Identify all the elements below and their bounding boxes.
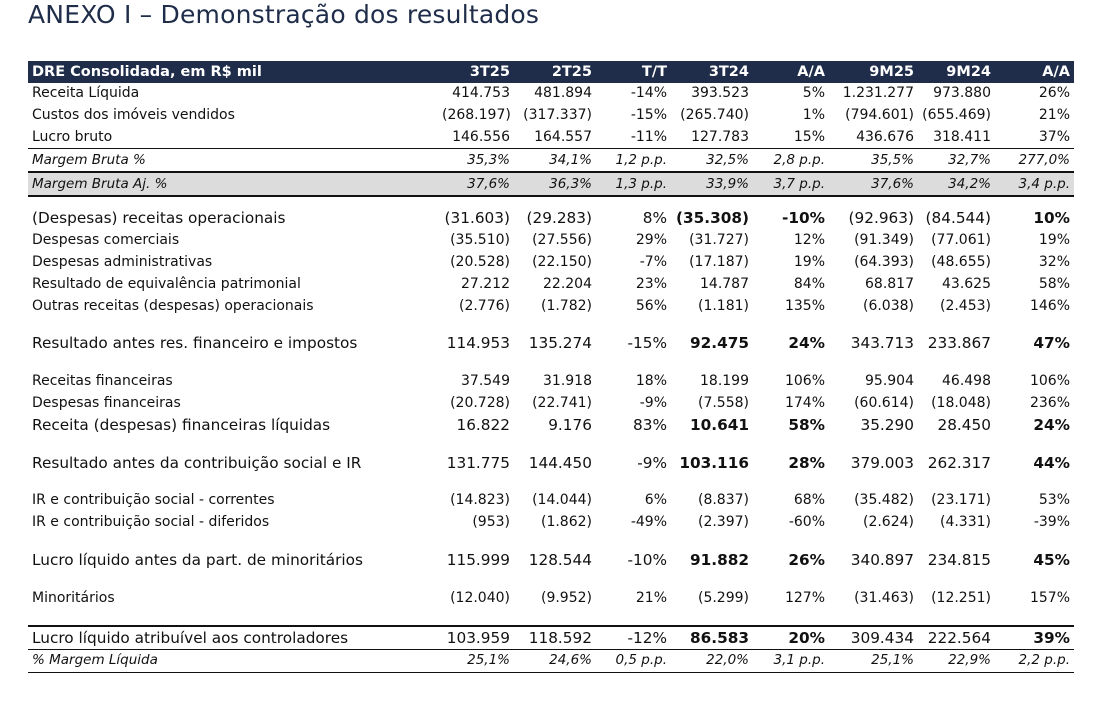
- table-cell: (12.251): [931, 589, 991, 606]
- table-cell: 146.556: [438, 127, 514, 149]
- table-cell: 92.475: [689, 334, 749, 353]
- table-cell: 20%: [753, 626, 829, 649]
- table-cell: 39%: [995, 626, 1074, 649]
- table-cell: (268.197): [442, 107, 511, 124]
- table-cell: 83%: [633, 415, 667, 434]
- table-cell: 103.959: [438, 626, 514, 649]
- table-cell: 26%: [788, 550, 825, 569]
- table-cell: (2.397): [697, 514, 749, 531]
- row-label: IR e contribuição social - diferidos: [32, 514, 270, 531]
- table-cell: 135.274: [528, 334, 592, 353]
- table-cell: 128.544: [528, 550, 592, 569]
- table-cell: (265.740): [680, 107, 749, 124]
- spacer-row: [28, 317, 1074, 333]
- spacer-row: [28, 436, 1074, 452]
- column-header: 9M24: [918, 61, 995, 83]
- table-row: [28, 414, 1074, 436]
- table-row: [28, 172, 1074, 196]
- table-cell: 22,9%: [918, 649, 995, 672]
- table-cell: 127.783: [671, 127, 753, 149]
- row-label: Receita Líquida: [32, 85, 140, 102]
- table-cell: 32%: [1038, 253, 1070, 270]
- table-cell: (14.044): [532, 492, 592, 509]
- table-cell: 22,0%: [671, 649, 753, 672]
- spacer-row: [28, 474, 1074, 490]
- table-cell: (6.038): [862, 297, 914, 314]
- table-cell: 18%: [635, 373, 667, 390]
- table-row: [28, 550, 1074, 572]
- row-label: Custos dos imóveis vendidos: [32, 107, 235, 124]
- table-row: [28, 127, 1074, 149]
- table-cell: (655.469): [922, 107, 991, 124]
- table-row: [28, 393, 1074, 415]
- table-cell: 318.411: [918, 127, 995, 149]
- table-row: [28, 295, 1074, 317]
- table-row: [28, 587, 1074, 609]
- table-cell: (8.837): [697, 492, 749, 509]
- table-cell: (794.601): [845, 107, 914, 124]
- table-cell: 1.231.277: [842, 85, 914, 102]
- income-statement-table: [28, 61, 1074, 673]
- table-cell: -12%: [596, 626, 671, 649]
- table-cell: 16.822: [456, 415, 510, 434]
- table-cell: 131.775: [446, 453, 510, 472]
- table-cell: (20.728): [450, 394, 510, 411]
- spacer-row: [28, 355, 1074, 371]
- table-cell: 21%: [635, 589, 667, 606]
- table-cell: 14.787: [700, 275, 749, 292]
- table-cell: 34,2%: [918, 172, 995, 196]
- column-header: 3T24: [671, 61, 753, 83]
- table-cell: 18.199: [700, 373, 749, 390]
- table-cell: 10.641: [689, 415, 749, 434]
- table-cell: 144.450: [528, 453, 592, 472]
- table-cell: (4.331): [939, 514, 991, 531]
- table-header-row: [28, 61, 1074, 83]
- row-label: Lucro bruto: [28, 127, 438, 149]
- table-cell: 33,9%: [671, 172, 753, 196]
- table-cell: 53%: [1038, 492, 1070, 509]
- table-row: [28, 371, 1074, 393]
- table-cell: 436.676: [829, 127, 918, 149]
- row-label: Receitas financeiras: [32, 373, 173, 390]
- table-cell: 103.116: [679, 453, 749, 472]
- table-cell: 6%: [644, 492, 667, 509]
- table-cell: 262.317: [927, 453, 991, 472]
- row-label: Resultado antes res. financeiro e impostos: [32, 334, 358, 353]
- row-label: (Despesas) receitas operacionais: [32, 209, 286, 228]
- table-cell: 340.897: [850, 550, 914, 569]
- table-cell: 118.592: [514, 626, 596, 649]
- row-label: Outras receitas (despesas) operacionais: [32, 297, 314, 314]
- table-cell: 56%: [635, 297, 667, 314]
- table-cell: 37%: [995, 127, 1074, 149]
- table-cell: 0,5 p.p.: [596, 649, 671, 672]
- table-cell: (1.181): [697, 297, 749, 314]
- table-cell: 2,8 p.p.: [753, 149, 829, 172]
- table-cell: (29.283): [526, 209, 592, 228]
- row-label: Margem Bruta %: [28, 149, 438, 172]
- table-cell: -49%: [630, 514, 667, 531]
- row-label: % Margem Líquida: [28, 649, 438, 672]
- table-cell: (9.952): [540, 589, 592, 606]
- table-cell: 379.003: [850, 453, 914, 472]
- table-cell: (35.510): [450, 232, 510, 249]
- table-cell: (23.171): [931, 492, 991, 509]
- table-cell: 233.867: [927, 334, 991, 353]
- table-cell: (317.337): [523, 107, 592, 124]
- table-cell: 157%: [1029, 589, 1070, 606]
- row-label: Margem Bruta Aj. %: [28, 172, 438, 196]
- table-cell: (1.862): [540, 514, 592, 531]
- table-cell: 46.498: [942, 373, 991, 390]
- table-cell: -11%: [596, 127, 671, 149]
- table-cell: 8%: [642, 209, 667, 228]
- table-cell: 34,1%: [514, 149, 596, 172]
- table-row: [28, 490, 1074, 512]
- spacer-row: [28, 534, 1074, 550]
- table-cell: (31.463): [854, 589, 914, 606]
- table-cell: 47%: [1033, 334, 1070, 353]
- table-cell: 37,6%: [829, 172, 918, 196]
- row-label: Despesas administrativas: [32, 253, 213, 270]
- table-cell: 3,7 p.p.: [753, 172, 829, 196]
- table-cell: 236%: [1029, 394, 1070, 411]
- table-row: [28, 452, 1074, 474]
- table-cell: (91.349): [854, 232, 914, 249]
- table-cell: (2.624): [862, 514, 914, 531]
- table-cell: 414.753: [452, 85, 510, 102]
- table-cell: 1,3 p.p.: [596, 172, 671, 196]
- table-row: [28, 208, 1074, 230]
- table-cell: (953): [472, 514, 510, 531]
- table-cell: 35.290: [860, 415, 914, 434]
- table-cell: 481.894: [534, 85, 592, 102]
- table-cell: 28%: [788, 453, 825, 472]
- table-cell: (2.776): [458, 297, 510, 314]
- column-header: 2T25: [514, 61, 596, 83]
- row-label: Receita (despesas) financeiras líquidas: [32, 415, 331, 434]
- table-cell: (27.556): [532, 232, 592, 249]
- table-cell: 45%: [1033, 550, 1070, 569]
- column-header: DRE Consolidada, em R$ mil: [28, 61, 438, 83]
- table-cell: 164.557: [514, 127, 596, 149]
- table-cell: 35,3%: [438, 149, 514, 172]
- table-cell: 23%: [635, 275, 667, 292]
- table-cell: 24%: [788, 334, 825, 353]
- table-row: [28, 512, 1074, 534]
- table-cell: 343.713: [850, 334, 914, 353]
- table-row: [28, 252, 1074, 274]
- table-cell: 68%: [793, 492, 825, 509]
- table-cell: (35.482): [854, 492, 914, 509]
- spacer-row: [28, 196, 1074, 208]
- table-cell: 106%: [784, 373, 825, 390]
- table-cell: -10%: [782, 209, 825, 228]
- row-label: Despesas comerciais: [32, 232, 180, 249]
- table-cell: (2.453): [939, 297, 991, 314]
- table-cell: 19%: [1038, 232, 1070, 249]
- table-cell: -7%: [639, 253, 667, 270]
- table-cell: 19%: [793, 253, 825, 270]
- table-cell: (14.823): [450, 492, 510, 509]
- table-cell: 135%: [784, 297, 825, 314]
- table-cell: (22.150): [532, 253, 592, 270]
- table-cell: (20.528): [450, 253, 510, 270]
- table-cell: -15%: [627, 334, 667, 353]
- table-cell: 95.904: [865, 373, 914, 390]
- table-cell: (31.603): [444, 209, 510, 228]
- table-cell: 15%: [753, 127, 829, 149]
- table-cell: 84%: [793, 275, 825, 292]
- table-cell: (77.061): [931, 232, 991, 249]
- table-cell: (18.048): [931, 394, 991, 411]
- table-cell: 174%: [784, 394, 825, 411]
- table-cell: -14%: [630, 85, 667, 102]
- table-cell: 146%: [1029, 297, 1070, 314]
- row-label: Resultado de equivalência patrimonial: [32, 275, 301, 292]
- table-cell: 5%: [802, 85, 825, 102]
- table-cell: 309.434: [829, 626, 918, 649]
- table-cell: 12%: [793, 232, 825, 249]
- table-cell: (92.963): [848, 209, 914, 228]
- column-header: 9M25: [829, 61, 918, 83]
- table-cell: (48.655): [931, 253, 991, 270]
- table-cell: 24,6%: [514, 649, 596, 672]
- table-cell: 10%: [1033, 209, 1070, 228]
- column-header: 3T25: [438, 61, 514, 83]
- table-cell: 3,4 p.p.: [995, 172, 1074, 196]
- table-cell: 91.882: [689, 550, 749, 569]
- table-cell: 27.212: [461, 275, 510, 292]
- table-cell: 21%: [1038, 107, 1070, 124]
- table-cell: -15%: [630, 107, 667, 124]
- table-cell: 68.817: [865, 275, 914, 292]
- table-cell: 277,0%: [995, 149, 1074, 172]
- table-cell: (1.782): [540, 297, 592, 314]
- table-cell: 9.176: [548, 415, 592, 434]
- table-row: [28, 149, 1074, 172]
- table-cell: 37,6%: [438, 172, 514, 196]
- row-label: Minoritários: [32, 589, 115, 606]
- table-cell: (12.040): [450, 589, 510, 606]
- table-cell: 58%: [1038, 275, 1070, 292]
- row-label: Lucro líquido antes da part. de minoritários: [32, 550, 363, 569]
- table-cell: (64.393): [854, 253, 914, 270]
- table-cell: 86.583: [671, 626, 753, 649]
- table-cell: 2,2 p.p.: [995, 649, 1074, 672]
- table-cell: 29%: [635, 232, 667, 249]
- table-cell: 3,1 p.p.: [753, 649, 829, 672]
- table-cell: 32,7%: [918, 149, 995, 172]
- table-cell: 114.953: [446, 334, 510, 353]
- column-header: T/T: [596, 61, 671, 83]
- table-row: [28, 230, 1074, 252]
- column-header: A/A: [995, 61, 1074, 83]
- table-cell: 37.549: [461, 373, 510, 390]
- table-cell: (35.308): [675, 209, 749, 228]
- table-cell: (31.727): [689, 232, 749, 249]
- table-cell: 26%: [1038, 85, 1070, 102]
- table-cell: 106%: [1029, 373, 1070, 390]
- table-row: [28, 333, 1074, 355]
- table-cell: -9%: [637, 453, 667, 472]
- table-cell: 32,5%: [671, 149, 753, 172]
- table-cell: 22.204: [543, 275, 592, 292]
- table-cell: 35,5%: [829, 149, 918, 172]
- table-cell: (17.187): [689, 253, 749, 270]
- table-cell: (22.741): [532, 394, 592, 411]
- row-label: Lucro líquido atribuível aos controladores: [28, 626, 438, 649]
- table-cell: -60%: [788, 514, 825, 531]
- table-row: [28, 83, 1074, 105]
- table-cell: (7.558): [697, 394, 749, 411]
- table-cell: 58%: [788, 415, 825, 434]
- table-row: [28, 273, 1074, 295]
- row-label: Despesas financeiras: [32, 394, 181, 411]
- table-cell: 973.880: [933, 85, 991, 102]
- table-cell: 127%: [784, 589, 825, 606]
- table-cell: 28.450: [937, 415, 991, 434]
- table-cell: (60.614): [854, 394, 914, 411]
- table-row: [28, 105, 1074, 127]
- row-label: IR e contribuição social - correntes: [32, 492, 275, 509]
- table-cell: 43.625: [942, 275, 991, 292]
- table-cell: (84.544): [925, 209, 991, 228]
- table-row: [28, 626, 1074, 649]
- table-cell: 36,3%: [514, 172, 596, 196]
- column-header: A/A: [753, 61, 829, 83]
- table-cell: -10%: [627, 550, 667, 569]
- table-cell: 24%: [1033, 415, 1070, 434]
- table-cell: -9%: [639, 394, 667, 411]
- spacer-row: [28, 609, 1074, 626]
- table-cell: -39%: [1033, 514, 1070, 531]
- table-cell: 1%: [802, 107, 825, 124]
- table-cell: 25,1%: [438, 649, 514, 672]
- table-cell: 1,2 p.p.: [596, 149, 671, 172]
- table-cell: 44%: [1033, 453, 1070, 472]
- page-title: ANEXO I – Demonstração dos resultados: [28, 0, 540, 29]
- table-cell: 31.918: [543, 373, 592, 390]
- table-cell: 115.999: [446, 550, 510, 569]
- table-cell: 25,1%: [829, 649, 918, 672]
- table-cell: 234.815: [927, 550, 991, 569]
- table-row: [28, 649, 1074, 672]
- row-label: Resultado antes da contribuição social e IR: [32, 453, 362, 472]
- table-cell: 393.523: [691, 85, 749, 102]
- table-cell: (5.299): [697, 589, 749, 606]
- table-cell: 222.564: [918, 626, 995, 649]
- spacer-row: [28, 571, 1074, 587]
